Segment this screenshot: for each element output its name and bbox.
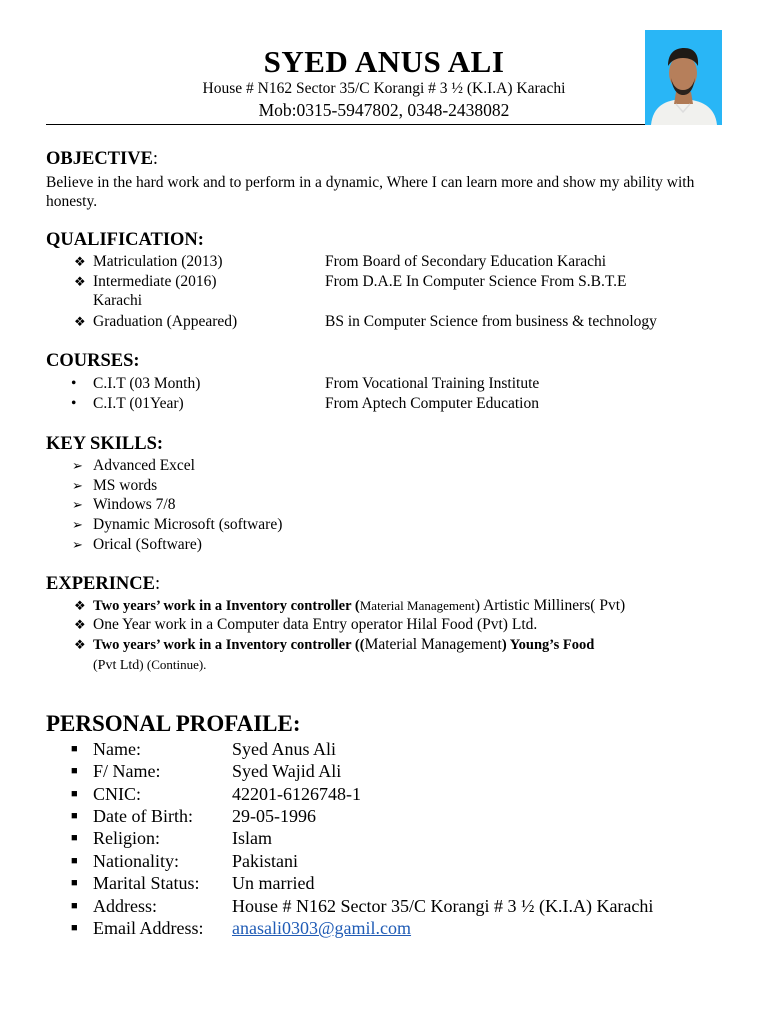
objective-heading-text: OBJECTIVE <box>46 149 153 169</box>
experience-status: ) (Continue). <box>139 657 207 672</box>
course-dot-bullet-icon: • <box>71 375 77 392</box>
qualification-detail-continuation: Karachi <box>93 292 143 309</box>
qualification-diamond-bullet-icon: ❖ <box>74 274 86 289</box>
qualification-diamond-bullet-icon: ❖ <box>74 254 86 269</box>
qualification-heading: QUALIFICATION: <box>46 230 204 250</box>
personal-label: Marital Status: <box>93 873 200 893</box>
personal-label: CNIC: <box>93 784 142 804</box>
experience-company-type: (Pvt Ltd <box>93 658 140 673</box>
skill-item: Dynamic Microsoft (software) <box>93 516 283 533</box>
skill-arrow-bullet-icon: ➢ <box>72 478 83 493</box>
personal-value: Islam <box>232 828 272 848</box>
personal-square-bullet-icon: ■ <box>71 900 78 912</box>
qualification-detail: From Board of Secondary Education Karachi <box>325 253 607 270</box>
experience-role: Two years’ work in a Inventory controller (( <box>93 637 365 653</box>
experience-department: Material Management <box>364 636 502 653</box>
experience-company: ) Young’s Food <box>501 637 595 653</box>
skill-item: Windows 7/8 <box>93 496 176 513</box>
courses-heading: COURSES: <box>46 351 140 371</box>
qualification-degree: Matriculation (2013) <box>93 253 223 270</box>
skill-arrow-bullet-icon: ➢ <box>72 517 83 532</box>
personal-square-bullet-icon: ■ <box>71 832 78 844</box>
person-photo-icon <box>645 30 722 125</box>
personal-label: F/ Name: <box>93 761 161 781</box>
candidate-name: SYED ANUS ALI <box>263 44 505 79</box>
experience-role: Two years’ work in a Inventory controller ( <box>93 598 360 614</box>
qualification-diamond-bullet-icon: ❖ <box>74 314 86 329</box>
skill-arrow-bullet-icon: ➢ <box>72 497 83 512</box>
skill-arrow-bullet-icon: ➢ <box>72 537 83 552</box>
header-divider <box>46 124 722 125</box>
objective-heading <box>46 149 158 170</box>
objective-text: Believe in the hard work and to perform in a dynamic, Where I can learn more and show my ability with honesty. <box>46 174 695 210</box>
personal-heading: PERSONAL PROFAILE: <box>46 711 301 736</box>
experience-department: Material Management <box>359 598 475 613</box>
qualification-detail: From D.A.E In Computer Science From S.B.T.E <box>325 273 627 290</box>
experience-diamond-bullet-icon: ❖ <box>74 637 86 652</box>
personal-value: 29-05-1996 <box>232 806 316 826</box>
objective-heading-colon: : <box>152 149 159 169</box>
experience-item-continuation <box>93 656 206 674</box>
course-name: C.I.T (01Year) <box>93 395 184 412</box>
skill-item: Advanced Excel <box>93 457 195 474</box>
personal-square-bullet-icon: ■ <box>71 743 78 755</box>
experience-diamond-bullet-icon: ❖ <box>74 598 86 613</box>
experience-heading-text: EXPERINCE <box>46 574 155 594</box>
experience-diamond-bullet-icon: ❖ <box>74 617 86 632</box>
experience-company: ) Artistic Milliners( Pvt) <box>474 597 626 614</box>
personal-value: Syed Anus Ali <box>232 739 337 759</box>
personal-label: Address: <box>93 896 157 916</box>
course-dot-bullet-icon: • <box>71 395 77 412</box>
header-mobile: Mob:0315-5947802, 0348-2438082 <box>258 100 510 120</box>
personal-value: Un married <box>232 873 315 893</box>
personal-square-bullet-icon: ■ <box>71 810 78 822</box>
qualification-degree: Graduation (Appeared) <box>93 313 238 330</box>
experience-item: One Year work in a Computer data Entry operator Hilal Food (Pvt) Ltd. <box>93 616 538 633</box>
email-link[interactable]: anasali0303@gamil.com <box>232 918 412 938</box>
skill-item: Orical (Software) <box>93 536 202 553</box>
personal-label: Religion: <box>93 828 160 848</box>
personal-square-bullet-icon: ■ <box>71 765 78 777</box>
qualification-degree: Intermediate (2016) <box>93 273 217 290</box>
personal-label: Nationality: <box>93 851 179 871</box>
personal-square-bullet-icon: ■ <box>71 922 78 934</box>
course-detail: From Aptech Computer Education <box>325 395 539 412</box>
experience-item <box>93 636 594 654</box>
personal-label: Name: <box>93 739 141 759</box>
personal-value: Syed Wajid Ali <box>232 761 342 781</box>
skill-arrow-bullet-icon: ➢ <box>72 458 83 473</box>
personal-label: Date of Birth: <box>93 806 193 826</box>
email-label: Email Address: <box>93 918 204 938</box>
skill-item: MS words <box>93 477 158 494</box>
profile-photo <box>645 30 722 125</box>
skills-heading: KEY SKILLS: <box>46 434 164 454</box>
qualification-detail: BS in Computer Science from business & technology <box>325 313 657 330</box>
personal-value: House # N162 Sector 35/C Korangi # 3 ½ (K.I.A) Karachi <box>232 896 654 916</box>
personal-square-bullet-icon: ■ <box>71 855 78 867</box>
experience-item <box>93 597 625 615</box>
personal-value: Pakistani <box>232 851 298 871</box>
course-name: C.I.T (03 Month) <box>93 375 201 392</box>
experience-heading-colon: : <box>154 574 161 594</box>
personal-square-bullet-icon: ■ <box>71 788 78 800</box>
experience-heading <box>46 574 160 595</box>
personal-value: 42201-6126748-1 <box>232 784 361 804</box>
header-address: House # N162 Sector 35/C Korangi # 3 ½ (K.I.A) Karachi <box>202 80 566 97</box>
course-detail: From Vocational Training Institute <box>325 375 540 392</box>
personal-square-bullet-icon: ■ <box>71 877 78 889</box>
